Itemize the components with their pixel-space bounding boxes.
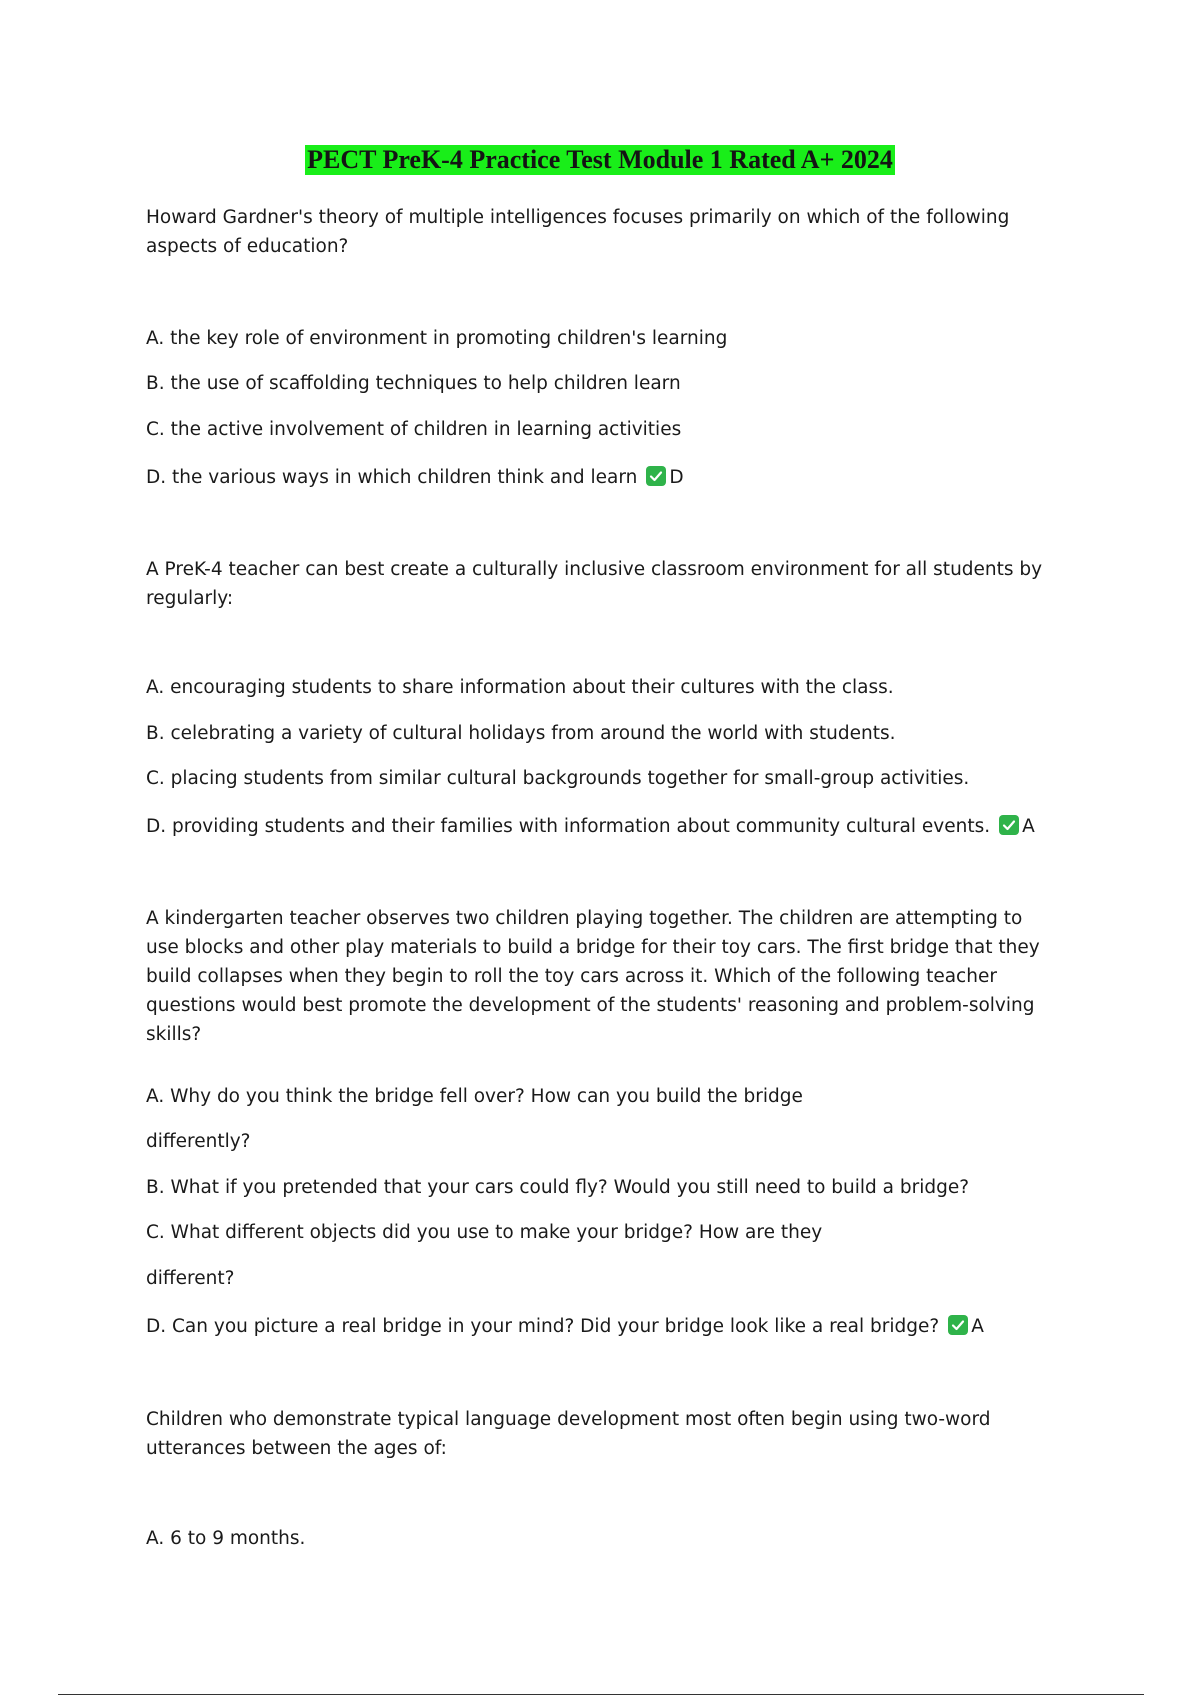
option-a: A. the key role of environment in promoting children's learning [146,328,728,349]
option-a: A. 6 to 9 months. [146,1528,306,1549]
option-a-continued: differently? [146,1131,251,1152]
option-c: C. placing students from similar cultural backgrounds together for small-group activities. [146,768,970,789]
option-c-continued: different? [146,1268,235,1289]
option-b: B. What if you pretended that your cars could fly? Would you still need to build a bridge? [146,1177,970,1198]
option-a: A. Why do you think the bridge fell over? How can you build the bridge [146,1086,803,1107]
option-a: A. encouraging students to share information about their cultures with the class. [146,677,894,698]
option-d-row [146,815,1035,839]
check-mark-icon [948,1315,968,1335]
question-text: Howard Gardner's theory of multiple intelligences focuses primarily on which of the following aspects of education? [146,207,1010,257]
question-1 [146,203,1046,261]
question-text: A PreK-4 teacher can best create a culturally inclusive classroom environment for all students by regularly: [146,559,1043,609]
footer-divider [58,1694,1144,1695]
option-c: C. What different objects did you use to make your bridge? How are they [146,1222,823,1243]
question-4 [146,1405,1046,1463]
option-d: D. providing students and their families with information about community cultural events. [146,816,991,837]
option-b: B. celebrating a variety of cultural holidays from around the world with students. [146,723,896,744]
option-c: C. the active involvement of children in learning activities [146,419,682,440]
option-d: D. Can you picture a real bridge in your mind? Did your bridge look like a real bridge? [146,1316,940,1337]
question-text: Children who demonstrate typical language development most often begin using two-word utterances between the ages of: [146,1409,991,1459]
check-mark-icon [999,815,1019,835]
option-d-row [146,466,684,490]
option-d-row [146,1315,984,1339]
option-d: D. the various ways in which children think and learn [146,467,638,488]
option-b: B. the use of scaffolding techniques to help children learn [146,373,681,394]
answer-label: A [971,1316,984,1337]
title-wrapper [0,145,1200,175]
answer-label: D [669,467,684,488]
question-2 [146,555,1046,613]
question-text: A kindergarten teacher observes two children playing together. The children are attempting to use blocks and other play materials to build a bridge for their toy cars. The first bridge that they build collapses when they begin to roll the toy cars across it. Which of the following teacher questions would best promote the development of the students' reasoning and problem-solving skills? [146,908,1040,1045]
question-3 [146,904,1046,1049]
answer-label: A [1022,816,1035,837]
document-title: PECT PreK-4 Practice Test Module 1 Rated A+ 2024 [307,145,893,174]
check-mark-icon [646,466,666,486]
